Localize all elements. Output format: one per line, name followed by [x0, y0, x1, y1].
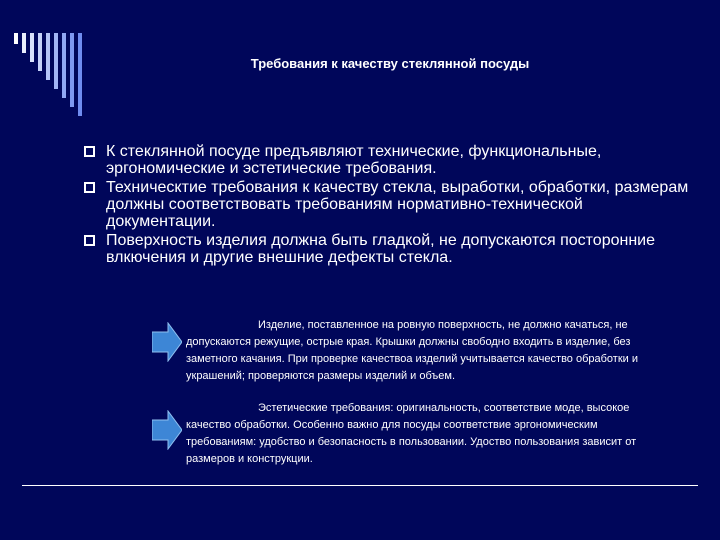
stripe: [62, 33, 66, 98]
hollow-square-bullet-icon: [84, 182, 95, 193]
stripe: [14, 33, 18, 44]
right-arrow-icon: [152, 322, 182, 362]
stripe: [54, 33, 58, 89]
bullet-item: [84, 232, 694, 266]
stripe: [70, 33, 74, 107]
bullet-list: [84, 143, 694, 268]
hollow-square-bullet-icon: [84, 235, 95, 246]
note-paragraph: Изделие, поставленное на ровную поверхность, не должно качаться, не допускаются режущие, острые края. Крышки должны свободно входить в изделие, без заметного качания. При проверке качествоа изделий учитывается качество обработки и украшений; проверяются размеры изделий и объем.: [186, 319, 638, 382]
bullet-text: Поверхность изделия должна быть гладкой, не допускаются посторонние влкючения и другие внешние дефекты стекла.: [106, 232, 655, 266]
bullet-text: К стеклянной посуде предъявляют технические, функциональные, эргономические и эстетические требования.: [106, 143, 602, 177]
stripe: [22, 33, 26, 53]
hollow-square-bullet-icon: [84, 146, 95, 157]
stripe: [78, 33, 82, 116]
stripe: [38, 33, 42, 71]
stripe: [46, 33, 50, 80]
bullet-item: [84, 179, 694, 230]
divider-line: [22, 485, 698, 486]
bullet-text: Техническтие требования к качеству стекла, выработки, обработки, размерам должны соответствовать требованиям нормативно-технической документации.: [106, 179, 689, 230]
note-paragraph: Эстетические требования: оригинальность, соответствие моде, высокое качество обработки. Особенно важно для посуды соответствие эргономическим требованиям: удобство и безопасность в пользовании. Удоство пользования зависит от размеров и конструкции.: [186, 402, 637, 465]
bullet-item: [84, 143, 694, 177]
slide-title: Требования к качеству стеклянной посуды: [250, 56, 530, 71]
stripe: [30, 33, 34, 62]
right-arrow-icon: [152, 410, 182, 450]
